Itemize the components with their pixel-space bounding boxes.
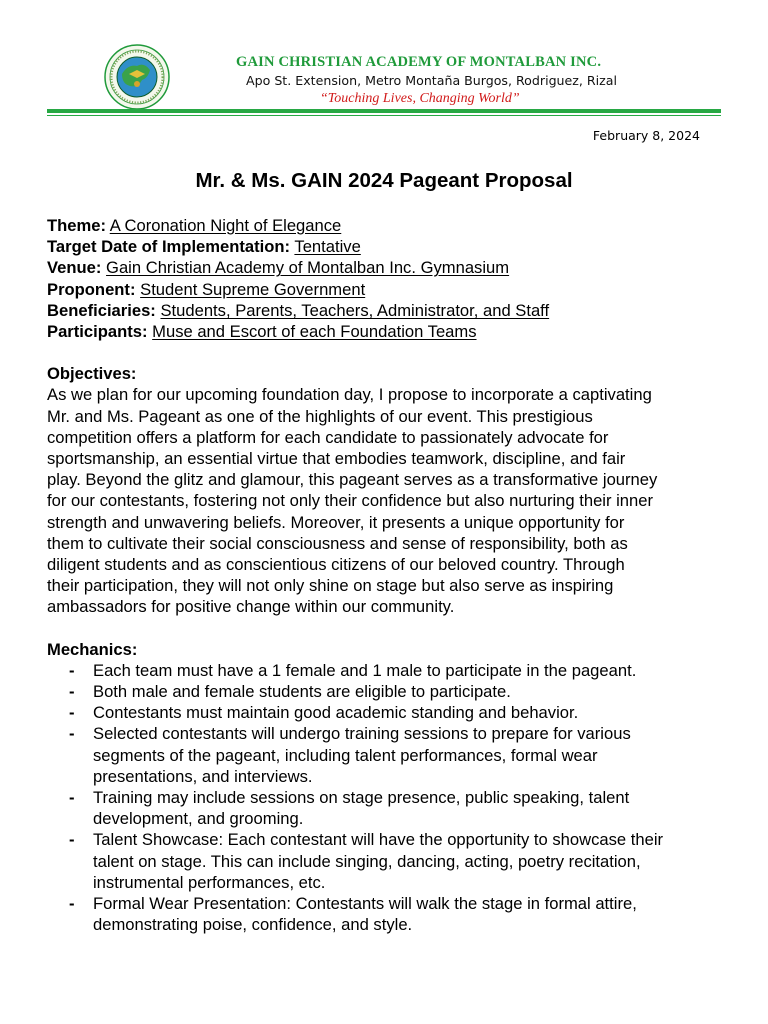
paragraph-line: Mr. and Ms. Pageant as one of the highlights of our event. This prestigious — [47, 406, 593, 426]
bullet-dash: - — [69, 660, 75, 680]
objectives-paragraph — [47, 384, 719, 617]
detail-value: Muse and Escort of each Foundation Teams — [152, 322, 477, 342]
item-line: Formal Wear Presentation: Contestants will walk the stage in formal attire, — [93, 894, 637, 914]
list-item — [47, 723, 727, 787]
item-line: presentations, and interviews. — [93, 766, 313, 786]
detail-target-date — [47, 236, 727, 257]
bullet-dash: - — [69, 788, 75, 808]
school-name: GAIN CHRISTIAN ACADEMY OF MONTALBAN INC. — [236, 54, 602, 70]
item-line: talent on stage. This can include singing, dancing, acting, poetry recitation, — [93, 851, 641, 871]
detail-label: Venue: — [47, 258, 102, 278]
item-line: Selected contestants will undergo training sessions to prepare for various — [93, 724, 631, 744]
detail-value: Students, Parents, Teachers, Administrator, and Staff — [160, 300, 550, 320]
paragraph-line: diligent students and as conscientious citizens of our beloved country. Through — [47, 555, 625, 575]
detail-venue — [47, 257, 727, 278]
item-line: instrumental performances, etc. — [93, 872, 326, 892]
detail-label: Target Date of Implementation: — [47, 237, 291, 257]
header-divider-thin — [47, 115, 721, 116]
paragraph-line: them to cultivate their social consciousness and sense of responsibility, both as — [47, 533, 628, 553]
item-line: demonstrating poise, confidence, and style. — [93, 915, 413, 935]
paragraph-line: their participation, they will not only shine on stage but also serve as inspiring — [47, 576, 614, 596]
paragraph-line: for our contestants, fostering not only their confidence but also nurturing their inner — [47, 491, 654, 511]
mechanics-list — [47, 660, 727, 936]
item-line: Each team must have a 1 female and 1 male to participate in the pageant. — [93, 660, 637, 680]
detail-label: Theme: — [47, 216, 107, 235]
list-item — [47, 787, 727, 829]
proposal-details — [47, 215, 727, 342]
detail-proponent — [47, 279, 727, 300]
paragraph-line: competition offers a platform for each candidate to passionately advocate for — [47, 427, 609, 447]
list-item — [47, 702, 727, 723]
list-item — [47, 829, 727, 893]
paragraph-line: As we plan for our upcoming foundation day, I propose to incorporate a captivating — [47, 385, 652, 405]
school-address: Apo St. Extension, Metro Montaña Burgos, Rodriguez, Rizal — [246, 73, 617, 88]
detail-label: Participants: — [47, 322, 148, 342]
item-line: Training may include sessions on stage presence, public speaking, talent — [93, 788, 630, 808]
bullet-dash: - — [69, 894, 75, 914]
detail-value: Student Supreme Government — [140, 279, 366, 299]
detail-value: A Coronation Night of Elegance — [109, 216, 342, 235]
detail-label: Beneficiaries: — [47, 300, 156, 320]
school-motto: “Touching Lives, Changing World” — [320, 91, 520, 106]
list-item — [47, 893, 727, 935]
document-title: Mr. & Ms. GAIN 2024 Pageant Proposal — [195, 169, 573, 192]
item-line: development, and grooming. — [93, 809, 304, 829]
document-body — [47, 215, 727, 936]
list-item — [47, 681, 727, 702]
school-seal-logo — [104, 44, 170, 110]
paragraph-line: strength and unwavering beliefs. Moreover, it presents a unique opportunity for — [47, 512, 625, 532]
detail-value: Gain Christian Academy of Montalban Inc. Gymnasium — [106, 258, 510, 278]
list-item — [47, 660, 727, 681]
objectives-heading: Objectives: — [47, 364, 137, 384]
item-line: Talent Showcase: Each contestant will have the opportunity to showcase their — [93, 830, 664, 850]
detail-value: Tentative — [294, 237, 361, 257]
header-divider-thick — [47, 109, 721, 113]
detail-label: Proponent: — [47, 279, 136, 299]
bullet-dash: - — [69, 703, 75, 723]
bullet-dash: - — [69, 724, 75, 744]
mechanics-heading: Mechanics: — [47, 639, 138, 659]
detail-beneficiaries — [47, 300, 727, 321]
detail-participants — [47, 321, 727, 342]
document-date: February 8, 2024 — [592, 128, 700, 143]
bullet-dash: - — [69, 682, 75, 702]
bullet-dash: - — [69, 830, 75, 850]
item-line: segments of the pageant, including talent performances, formal wear — [93, 745, 598, 765]
item-line: Contestants must maintain good academic standing and behavior. — [93, 703, 579, 723]
paragraph-line: ambassadors for positive change within our community. — [47, 597, 455, 617]
detail-theme — [47, 215, 727, 236]
item-line: Both male and female students are eligible to participate. — [93, 682, 511, 702]
paragraph-line: play. Beyond the glitz and glamour, this pageant serves as a transformative journey — [47, 470, 658, 490]
paragraph-line: sportsmanship, an essential virtue that embodies teamwork, discipline, and fair — [47, 449, 626, 469]
